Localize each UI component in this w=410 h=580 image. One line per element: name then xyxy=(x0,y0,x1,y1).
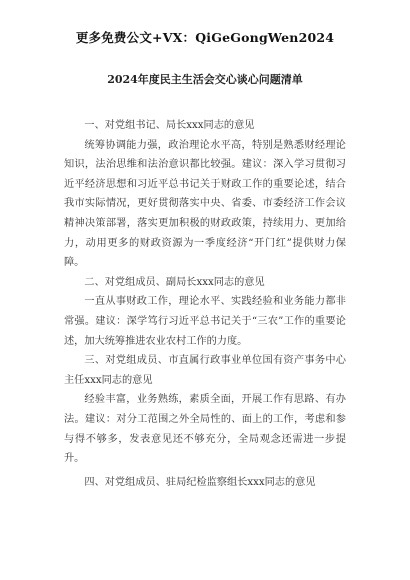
watermark-title: 更多免费公文+VX：QiGeGongWen2024 xyxy=(75,30,335,45)
document-body xyxy=(64,116,346,492)
section-heading-1: 一、对党组书记、局长xxx同志的意见 xyxy=(84,120,255,131)
section-heading-2: 二、对党组成员、副局长xxx同志的意见 xyxy=(84,276,265,288)
document-title: 2024年度民主生活会交心谈心问题清单 xyxy=(107,73,303,86)
section-heading-4: 四、对党组成员、驻局纪检监察组长xxx同志的意见 xyxy=(84,476,316,488)
section-body-3: 经验丰富，业务熟练，素质全面，开展工作有思路、有办法。建议：对分工范围之外全局性的、面上的工作，考虑和参与得不够多，发表意见还不够充分，全局观念还需进一步提升。 xyxy=(64,394,346,465)
section-heading-3: 三、对党组成员、市直属行政事业单位国有资产事务中心主任xxx同志的意见 xyxy=(64,355,346,386)
section-body-1: 统筹协调能力强，政治理论水平高，特别是熟悉财经理论知识，法治思维和法治意识都比较强。建议：深入学习贯彻习近平经济思想和习近平总书记关于财政工作的重要论述，结合我市实际情况，更好贯彻落实中央、省委、市委经济工作会议精神决策部署，落实更加积极的财政政策，持续用力、更加给力，动用更多的财政资源为一季度经济“开门红”提供财力保障。 xyxy=(64,139,346,269)
section-body-2: 一直从事财政工作，理论水平、实践经验和业务能力都非常强。建议：深学笃行习近平总书记关于“三农”工作的重要论述，加大统筹推进农业农村工作的力度。 xyxy=(64,296,346,347)
